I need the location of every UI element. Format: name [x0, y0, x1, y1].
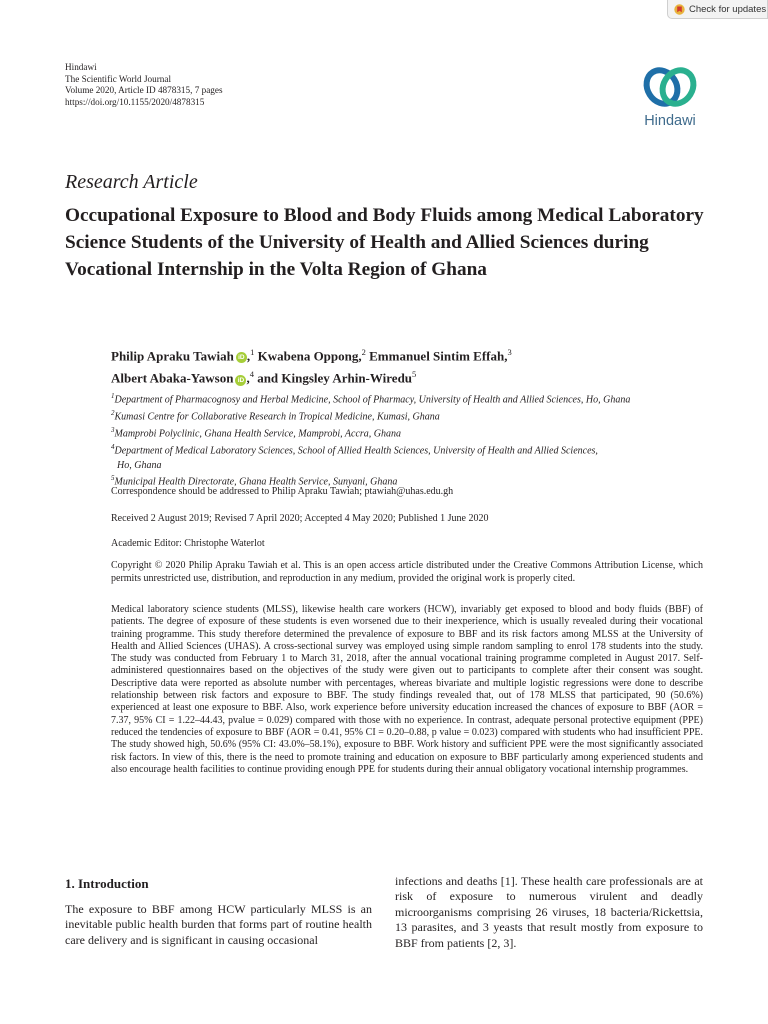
article-type: Research Article [65, 171, 198, 193]
academic-editor: Academic Editor: Christophe Waterlot [111, 538, 265, 549]
affiliation-marker: 3 [111, 426, 115, 435]
journal-meta [65, 62, 223, 108]
affiliation-text: Department of Pharmacognosy and Herbal Medicine, School of Pharmacy, University of Health and Allied Sciences, Ho, Ghana [114, 394, 631, 406]
crossmark-icon [674, 4, 685, 15]
affiliation-text: Municipal Health Directorate, Ghana Health Service, Sunyani, Ghana [114, 476, 398, 488]
article-title: Occupational Exposure to Blood and Body Fluids among Medical Laboratory Science Students of the University of Health and Allied Sciences during Vocational Internship in the Volta Region of Ghana [65, 205, 704, 280]
author-name: Albert Abaka-Yawson [111, 370, 234, 386]
affiliation-text: Kumasi Centre for Collaborative Research in Tropical Medicine, Kumasi, Ghana [114, 411, 440, 423]
hindawi-logo [634, 64, 706, 134]
hindawi-logo-text: Hindawi [644, 113, 696, 129]
journal-name: The Scientific World Journal [65, 73, 171, 84]
author-list: Philip Apraku Tawiah iD ,$^1$ Kwabena Oppong,$^2$ Emmanuel Sintim Effah,$^3$ Albert Abaka-Yawson iD ,$^4$ and Kingsley Arhin-Wiredu$^5$ [111, 347, 512, 386]
publication-dates: Received 2 August 2019; Revised 7 April 2020; Accepted 4 May 2020; Published 1 June 2020 [111, 513, 489, 524]
author-affiliation-marker: 5 [412, 369, 417, 380]
check-for-updates-button[interactable] [667, 0, 768, 19]
doi-link[interactable]: https://doi.org/10.1155/2020/4878315 [65, 96, 205, 107]
author-name: and Kingsley Arhin-Wiredu [257, 370, 413, 386]
author-affiliation-marker: 1 [250, 347, 255, 357]
author-name: Kwabena Oppong, [257, 348, 362, 364]
author-affiliation-marker: 2 [361, 347, 366, 357]
intro-paragraph-right: infections and deaths [1]. These health care professionals are at risk of exposure to numerous virulent and deadly microorganisms comprising 26 viruses, 18 bacteria/Rickettsia, 13 parasites, and 3 yeasts that result mostly from exposure to BBF from patients [2, 3]. [395, 874, 703, 950]
author-affiliation-marker: 4 [249, 369, 254, 380]
author-name: Philip Apraku Tawiah [111, 348, 234, 364]
volume-line: Volume 2020, Article ID 4878315, 7 pages [65, 85, 223, 96]
affiliation-list [111, 390, 711, 489]
intro-paragraph-left: The exposure to BBF among HCW particularly MLSS is an inevitable public health burden that forms part of routine health care delivery and is significant in causing occasional [65, 902, 372, 947]
affiliation-item [111, 424, 711, 441]
section-heading: 1. Introduction [65, 876, 149, 891]
affiliation-marker: 1 [111, 392, 115, 400]
affiliation-text-continued: Ho, Ghana [117, 459, 162, 471]
hindawi-logo-icon [640, 64, 700, 110]
affiliation-text: Mamprobi Polyclinic, Ghana Health Service, Mamprobi, Accra, Ghana [114, 428, 402, 440]
abstract: Medical laboratory science students (MLSS), likewise health care workers (HCW), invariably get exposed to blood and body fluids (BBF) of patients. The degree of exposure of these students is even worsened due to their inexperience, which is usually revealed during their vocational training programme. This study therefore determined the prevalence of exposure to BBF and its risk factors among MLSS at the University of Health and Allied Sciences (UHAS). A cross-sectional survey was employed using simple random sampling to enrol 178 students into the study. The study was conducted from February 1 to March 31, 2018, after the annual vocational training programme completed in August 2017. Self-administered questionnaires based on the objectives of the study were given out to participants to complete after their consent was sought. Descriptive data were reported as absolute number with percentages, whereas bivariate and multiple logistic regressions were done to describe relationship between risk factors and exposure to BBF. The study findings revealed that, out of 178 MLSS that participated, 90 (50.6%) experienced at least one exposure to BBF. Also, work experience before university education increased the chances of exposure to BBF (AOR = 7.37, 95% CI = 1.22–44.43, pvalue = 0.029) compared with those with no experience. In contrast, adequate personal protective equipment (PPE) reduced the tendencies of exposure to BBF (AOR = 0.41, 95% CI = 0.20–0.88, p value = 0.023) compared with students who had insufficient PPE. The study showed high, 50.6% (95% CI: 43.0%–58.1%), exposure to BBF. Work history and sufficient PPE were the most significantly associated risk factors. In view of this, there is the need to promote training and education on exposure to BBF particularly among experienced students and also encourage health facilities to continue providing enough PPE for students during their annual obligatory vocational internship programmes. [111, 604, 703, 775]
affiliation-item [111, 407, 711, 424]
affiliation-text: Department of Medical Laboratory Sciences, School of Allied Health Sciences, University of Health and Allied Sciences, [114, 445, 598, 457]
affiliation-item [111, 390, 711, 407]
author-name: Emmanuel Sintim Effah, [369, 348, 508, 364]
orcid-icon[interactable]: iD [235, 375, 246, 386]
check-for-updates-label: Check for updates [689, 3, 767, 15]
affiliation-marker: 4 [111, 443, 115, 452]
affiliation-marker: 5 [111, 474, 115, 483]
publisher-name: Hindawi [65, 62, 97, 72]
orcid-icon[interactable]: iD [236, 352, 247, 363]
copyright-notice: Copyright © 2020 Philip Apraku Tawiah et al. This is an open access article distributed under the Creative Commons Attribution License, which permits unrestricted use, distribution, and reproduction in any medium, provided the original work is properly cited. [111, 560, 703, 584]
affiliation-marker: 2 [111, 409, 115, 418]
author-affiliation-marker: 3 [507, 347, 512, 357]
correspondence: Correspondence should be addressed to Philip Apraku Tawiah; ptawiah@uhas.edu.gh [111, 486, 454, 497]
affiliation-item [111, 441, 711, 458]
